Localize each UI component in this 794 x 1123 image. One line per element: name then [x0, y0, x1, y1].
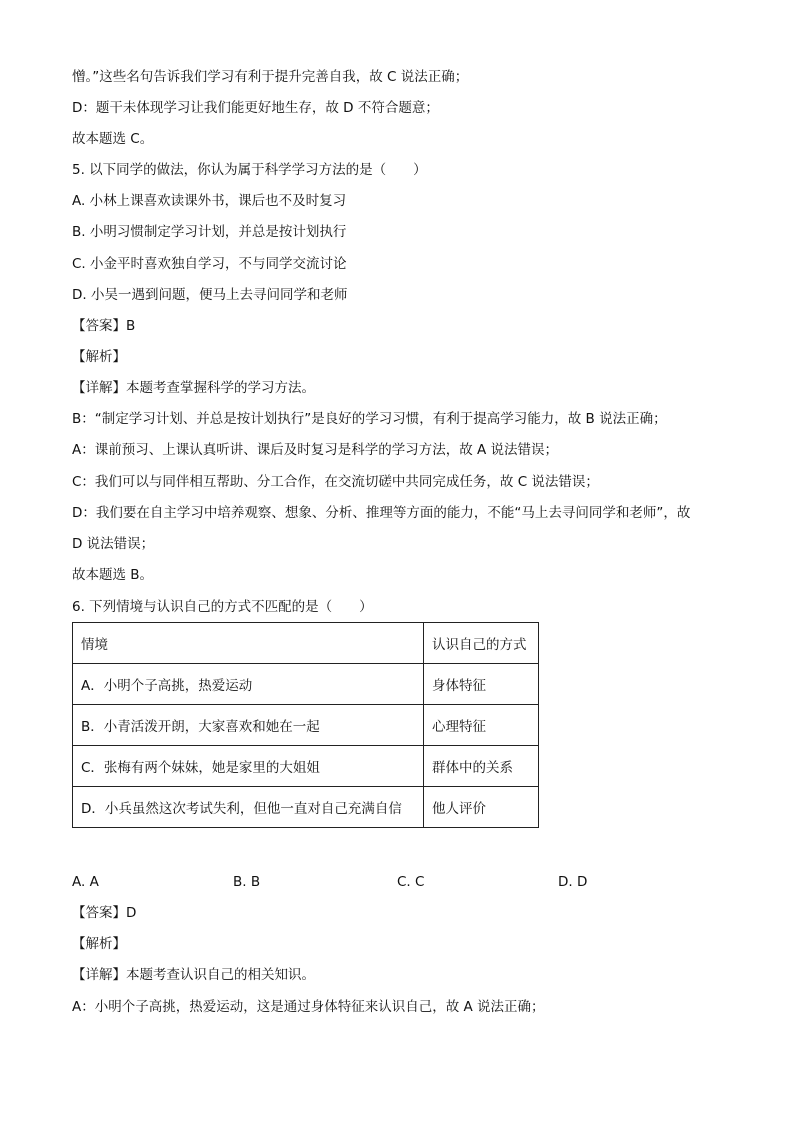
table-row [73, 664, 539, 705]
question-6-stem: 6. 下列情境与认识自己的方式不匹配的是（ ） [72, 599, 373, 615]
question-5-option-b: B. 小明习惯制定学习计划，并总是按计划执行 [72, 224, 347, 240]
table-cell: 身体特征 [424, 664, 539, 705]
text-line: 憎。”这些名句告诉我们学习有利于提升完善自我，故 C 说法正确； [72, 69, 469, 85]
question-6-analysis-label: 【解析】 [72, 936, 126, 952]
question-5-explanation: B：“制定学习计划、并总是按计划执行”是良好的学习习惯，有利于提高学习能力，故 B 说法正确； [72, 411, 667, 427]
table-cell: B．小青活泼开朗，大家喜欢和她在一起 [73, 705, 424, 746]
table-header-cell: 认识自己的方式 [424, 623, 539, 664]
question-6-option-a: A. A [72, 874, 99, 890]
question-6-option-c: C. C [397, 874, 425, 890]
table-header-cell: 情境 [73, 623, 424, 664]
question-5-explanation: D 说法错误； [72, 536, 155, 552]
table-cell: 群体中的关系 [424, 746, 539, 787]
table-row [73, 787, 539, 828]
question-5-explanation: D：我们要在自主学习中培养观察、想象、分析、推理等方面的能力，不能“马上去寻问同学和老师”，故 [72, 505, 691, 521]
question-5-option-a: A. 小林上课喜欢读课外书，课后也不及时复习 [72, 193, 347, 209]
table-header-row [73, 623, 539, 664]
question-6-table [72, 622, 539, 828]
table-row [73, 705, 539, 746]
question-5-option-d: D. 小吴一遇到问题，便马上去寻问同学和老师 [72, 287, 348, 303]
text-line: D：题干未体现学习让我们能更好地生存，故 D 不符合题意； [72, 100, 439, 116]
table-cell: D．小兵虽然这次考试失利，但他一直对自己充满自信 [73, 787, 424, 828]
question-5-answer: 【答案】B [72, 318, 136, 334]
question-6-option-d: D. D [558, 874, 588, 890]
question-5-analysis-label: 【解析】 [72, 349, 126, 365]
table-cell: A．小明个子高挑，热爱运动 [73, 664, 424, 705]
table-cell: C．张梅有两个妹妹，她是家里的大姐姐 [73, 746, 424, 787]
question-5-detail: 【详解】本题考查掌握科学的学习方法。 [72, 380, 315, 396]
question-5-explanation: C：我们可以与同伴相互帮助、分工合作，在交流切磋中共同完成任务，故 C 说法错误； [72, 474, 599, 490]
table-cell: 心理特征 [424, 705, 539, 746]
table-row [73, 746, 539, 787]
text-line: 故本题选 C。 [72, 131, 154, 147]
question-6-explanation: A：小明个子高挑，热爱运动，这是通过身体特征来认识自己，故 A 说法正确； [72, 999, 545, 1015]
question-6-option-b: B. B [233, 874, 261, 890]
question-5-option-c: C. 小金平时喜欢独自学习，不与同学交流讨论 [72, 256, 347, 272]
table-cell: 他人评价 [424, 787, 539, 828]
question-5-explanation: A：课前预习、上课认真听讲、课后及时复习是科学的学习方法，故 A 说法错误； [72, 442, 559, 458]
question-5-stem: 5. 以下同学的做法，你认为属于科学学习方法的是（ ） [72, 162, 427, 178]
question-5-conclusion: 故本题选 B。 [72, 567, 154, 583]
question-6-answer: 【答案】D [72, 905, 137, 921]
question-6-detail: 【详解】本题考查认识自己的相关知识。 [72, 967, 315, 983]
